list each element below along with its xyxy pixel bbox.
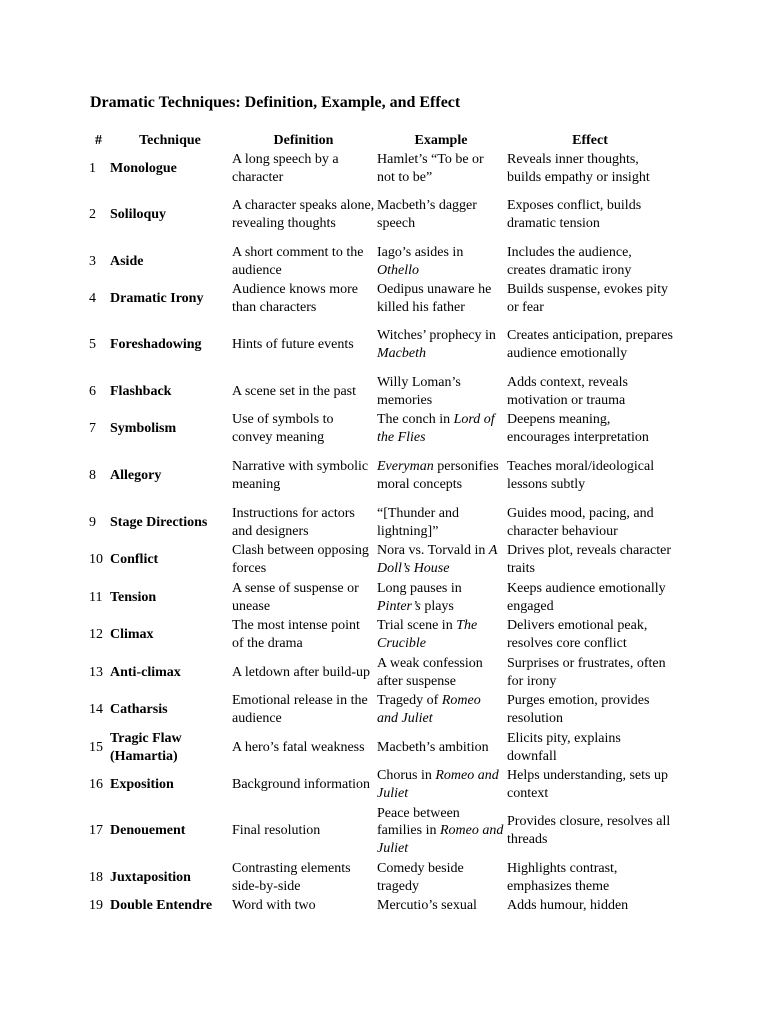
header-row	[88, 131, 674, 150]
technique-name: Stage Directions	[110, 514, 208, 530]
table-row	[88, 448, 674, 504]
table-row	[88, 896, 674, 915]
technique-name: Foreshadowing	[110, 337, 202, 353]
effect-cell: Surprises or frustrates, often for irony	[507, 655, 666, 689]
effect-cell: Keeps audience emotionally engaged	[507, 580, 666, 614]
techniques-table	[88, 131, 674, 915]
definition-cell: A letdown after build-up	[232, 664, 371, 680]
table-row	[88, 859, 674, 896]
header-example: Example	[414, 132, 468, 148]
technique-name: Soliloquy	[110, 207, 167, 223]
table-row	[88, 280, 674, 317]
effect-cell: Elicits pity, explains downfall	[507, 730, 621, 764]
example-cell	[376, 150, 506, 187]
row-number: 13	[89, 664, 103, 680]
effect-cell: Adds context, reveals motivation or trauma	[507, 374, 628, 408]
example-cell	[376, 541, 506, 579]
definition-cell: A character speaks alone, revealing thoughts	[232, 198, 375, 231]
example-title-italic: Romeo and Juliet	[377, 767, 499, 801]
example-text: Nora vs. Torvald in	[377, 543, 489, 559]
row-number: 16	[89, 776, 103, 792]
example-cell	[376, 448, 506, 504]
example-text: “[Thunder and lightning]”	[377, 505, 460, 539]
example-title-italic: A Doll’s House	[377, 543, 498, 576]
example-cell	[376, 616, 506, 654]
row-number: 18	[89, 869, 103, 885]
example-text: personifies moral concepts	[377, 459, 499, 492]
table-row	[88, 317, 674, 373]
example-text: Mercutio’s sexual	[377, 897, 477, 913]
header-effect: Effect	[572, 132, 608, 148]
example-title-italic: Pinter’s	[377, 598, 421, 614]
example-cell	[376, 187, 506, 243]
effect-cell: Builds suspense, evokes pity or fear	[507, 281, 668, 315]
example-cell	[376, 373, 506, 410]
example-cell	[376, 504, 506, 541]
example-title-italic: The Crucible	[377, 618, 478, 651]
table-row	[88, 803, 674, 859]
technique-name: Denouement	[110, 823, 186, 839]
technique-name: Aside	[110, 253, 144, 269]
row-number: 17	[89, 823, 103, 839]
effect-cell: Purges emotion, provides resolution	[507, 693, 650, 726]
definition-cell: Emotional release in the audience	[232, 693, 368, 726]
technique-name: Double Entendre	[110, 897, 213, 913]
example-text: The conch in	[377, 412, 454, 428]
table-body	[88, 150, 674, 915]
table-row	[88, 579, 674, 616]
example-text: Tragedy of	[377, 693, 442, 709]
example-text: Macbeth’s ambition	[377, 739, 489, 755]
row-number: 10	[89, 552, 103, 568]
example-text: Iago’s asides in	[377, 244, 464, 260]
effect-cell: Provides closure, resolves all threads	[507, 814, 671, 847]
example-cell	[376, 654, 506, 691]
definition-cell: A scene set in the past	[232, 383, 357, 399]
example-cell	[376, 410, 506, 448]
effect-cell: Exposes conflict, builds dramatic tension	[507, 198, 642, 231]
example-cell	[376, 859, 506, 896]
effect-cell: Teaches moral/ideological lessons subtly	[507, 459, 655, 492]
definition-cell: Background information	[232, 776, 371, 792]
table-row	[88, 691, 674, 729]
technique-name: Monologue	[110, 160, 177, 176]
example-text: plays	[420, 598, 454, 614]
example-title-italic: Romeo and Juliet	[377, 823, 504, 856]
row-number: 6	[89, 383, 96, 399]
example-title-italic: Romeo and Juliet	[377, 693, 481, 726]
row-number: 5	[89, 337, 96, 353]
table-row	[88, 150, 674, 187]
effect-cell: Guides mood, pacing, and character behaviour	[507, 505, 654, 539]
effect-cell: Helps understanding, sets up context	[507, 767, 668, 801]
example-text: Long pauses in	[377, 580, 462, 596]
example-cell	[376, 691, 506, 729]
effect-cell: Highlights contrast, emphasizes theme	[507, 860, 618, 894]
table-row	[88, 410, 674, 448]
effect-cell: Creates anticipation, prepares audience emotionally	[507, 328, 673, 361]
header-technique: Technique	[139, 132, 201, 148]
effect-cell: Adds humour, hidden	[507, 897, 629, 913]
example-title-italic: Macbeth	[377, 346, 426, 361]
row-number: 9	[89, 514, 96, 530]
technique-name: Allegory	[110, 468, 162, 484]
example-cell	[376, 803, 506, 859]
definition-cell: Audience knows more than characters	[232, 281, 358, 315]
technique-name: Tragic Flaw (Hamartia)	[110, 730, 182, 764]
example-title-italic: Othello	[377, 262, 419, 278]
example-text: Chorus in	[377, 767, 436, 783]
effect-cell: Delivers emotional peak, resolves core conflict	[507, 618, 648, 651]
example-text: Hamlet’s “To be or not to be”	[377, 151, 484, 185]
table-row	[88, 243, 674, 280]
technique-name: Catharsis	[110, 702, 168, 718]
example-cell	[376, 579, 506, 616]
technique-name: Tension	[110, 589, 157, 605]
table-row	[88, 616, 674, 654]
technique-name: Conflict	[110, 552, 159, 568]
example-text: Comedy beside tragedy	[377, 860, 464, 894]
example-text: A weak confession after suspense	[377, 655, 483, 689]
row-number: 4	[89, 290, 96, 306]
definition-cell: Narrative with symbolic meaning	[232, 459, 369, 492]
example-text: Willy Loman’s memories	[377, 374, 461, 408]
definition-cell: A long speech by a character	[232, 151, 339, 185]
row-number: 7	[89, 421, 96, 437]
header-number: #	[95, 132, 102, 148]
row-number: 19	[89, 897, 103, 913]
table-row	[88, 654, 674, 691]
example-text: Oedipus unaware he killed his father	[377, 281, 492, 315]
table-row	[88, 373, 674, 410]
effect-cell: Deepens meaning, encourages interpretation	[507, 412, 649, 445]
definition-cell: The most intense point of the drama	[232, 618, 360, 651]
table-row	[88, 504, 674, 541]
definition-cell: Final resolution	[232, 823, 321, 839]
row-number: 11	[89, 589, 103, 605]
table-header	[88, 131, 674, 150]
definition-cell: Clash between opposing forces	[232, 543, 369, 576]
example-cell	[376, 317, 506, 373]
definition-cell: Hints of future events	[232, 337, 354, 353]
example-title-italic: Lord of the Flies	[377, 412, 495, 445]
table-row	[88, 766, 674, 803]
row-number: 14	[89, 702, 103, 718]
example-cell	[376, 896, 506, 915]
definition-cell: A hero’s fatal weakness	[232, 739, 365, 755]
example-text: Macbeth’s dagger speech	[377, 198, 477, 231]
row-number: 12	[89, 627, 103, 643]
definition-cell: A sense of suspense or unease	[232, 580, 359, 614]
definition-cell: Contrasting elements side-by-side	[232, 860, 351, 894]
example-text: Witches’ prophecy in	[377, 328, 496, 344]
example-title-italic: Everyman	[377, 459, 434, 475]
definition-cell: A short comment to the audience	[232, 244, 364, 278]
table-row	[88, 187, 674, 243]
table-row	[88, 541, 674, 579]
technique-name: Exposition	[110, 776, 174, 792]
effect-cell: Drives plot, reveals character traits	[507, 543, 672, 576]
example-cell	[376, 766, 506, 803]
effect-cell: Reveals inner thoughts, builds empathy or insight	[507, 151, 650, 185]
row-number: 15	[89, 739, 103, 755]
technique-name: Symbolism	[110, 421, 177, 437]
technique-name: Flashback	[110, 383, 172, 399]
row-number: 2	[89, 207, 96, 223]
example-text: Trial scene in	[377, 618, 457, 634]
technique-name: Anti-climax	[110, 664, 181, 680]
example-cell	[376, 280, 506, 317]
technique-name: Climax	[110, 627, 154, 643]
row-number: 1	[89, 160, 96, 176]
example-cell	[376, 243, 506, 280]
definition-cell: Use of symbols to convey meaning	[232, 412, 334, 445]
definition-cell: Instructions for actors and designers	[232, 505, 355, 539]
table-row	[88, 729, 674, 766]
effect-cell: Includes the audience, creates dramatic irony	[507, 244, 632, 278]
technique-name: Juxtaposition	[110, 869, 191, 885]
header-definition: Definition	[273, 132, 334, 148]
definition-cell: Word with two	[232, 897, 316, 913]
document-title: Dramatic Techniques: Definition, Example, and Effect	[90, 94, 461, 111]
example-cell	[376, 729, 506, 766]
row-number: 3	[89, 253, 96, 269]
example-text: Peace between families in	[377, 805, 460, 839]
technique-name: Dramatic Irony	[110, 290, 204, 306]
row-number: 8	[89, 468, 96, 484]
